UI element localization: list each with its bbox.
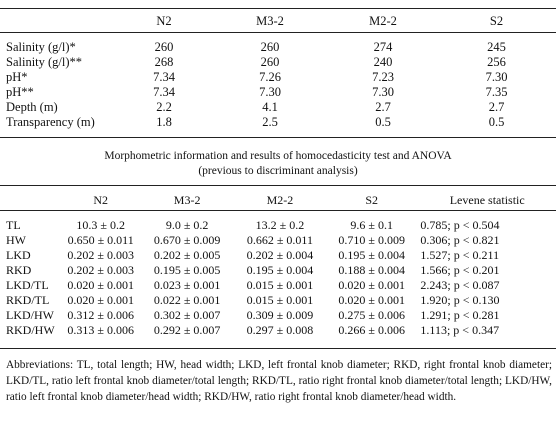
table-cell: 0.202 ± 0.005 xyxy=(153,248,221,262)
row-label: pH* xyxy=(6,70,28,84)
row-label: LKD/TL xyxy=(6,278,49,292)
table-row xyxy=(6,263,554,278)
table-cell: 7.30 xyxy=(372,85,394,99)
site-parameters-table xyxy=(6,10,551,130)
table-row xyxy=(6,233,554,248)
table-cell: 260 xyxy=(154,40,174,54)
table-cell: 0.292 ± 0.007 xyxy=(153,323,221,337)
table-cell: 0.020 ± 0.001 xyxy=(338,278,406,292)
table2-header-cell: Levene statistic xyxy=(449,192,525,207)
table1-top-rule xyxy=(0,8,556,9)
table-cell: 0.670 ± 0.009 xyxy=(153,233,221,247)
table-cell: 0.5 xyxy=(488,115,505,129)
table-cell: 0.023 ± 0.001 xyxy=(153,278,221,292)
levene-cell: 1.113; p < 0.347 xyxy=(420,323,500,337)
table-cell: 13.2 ± 0.2 xyxy=(255,218,305,232)
table-row xyxy=(6,278,554,293)
row-label: HW xyxy=(6,233,26,247)
table-cell: 7.34 xyxy=(153,70,175,84)
levene-cell: 1.291; p < 0.281 xyxy=(420,308,500,322)
table-row xyxy=(6,85,551,100)
row-label: RKD/TL xyxy=(6,293,50,307)
table-cell: 256 xyxy=(487,55,506,69)
table-cell: 245 xyxy=(487,40,506,54)
table2-caption-line1: Morphometric information and results of homocedasticity test and ANOVA xyxy=(104,150,452,162)
table-cell: 0.202 ± 0.004 xyxy=(246,248,314,262)
levene-cell: 0.785; p < 0.504 xyxy=(420,218,500,232)
table1-header-cell: M2-2 xyxy=(369,13,397,28)
table2-caption-line2: (previous to discriminant analysis) xyxy=(198,165,358,177)
table2-header-rule xyxy=(0,210,556,211)
table-cell: 0.022 ± 0.001 xyxy=(153,293,221,307)
table-cell: 0.710 ± 0.009 xyxy=(338,233,406,247)
table-cell: 9.0 ± 0.2 xyxy=(165,218,209,232)
table2-top-rule xyxy=(0,185,556,186)
table-cell: 0.020 ± 0.001 xyxy=(67,278,134,292)
table-cell: 0.662 ± 0.011 xyxy=(246,233,313,247)
table-row xyxy=(6,323,554,338)
table-cell: 1.8 xyxy=(156,115,172,129)
row-label: Depth (m) xyxy=(6,100,58,114)
table-cell: 0.020 ± 0.001 xyxy=(338,293,406,307)
table-cell: 7.23 xyxy=(372,70,394,84)
table2-header-cell xyxy=(6,190,60,210)
table-row xyxy=(6,70,551,85)
row-label: Salinity (g/l)** xyxy=(6,55,83,69)
table-cell: 0.650 ± 0.011 xyxy=(67,233,134,247)
table-cell: 0.188 ± 0.004 xyxy=(338,263,406,277)
table2-header-cell: M3-2 xyxy=(173,192,201,207)
table-cell: 274 xyxy=(373,40,393,54)
table-row xyxy=(6,100,551,115)
table-cell: 7.26 xyxy=(259,70,281,84)
table1-header-rule xyxy=(0,32,556,33)
table-row xyxy=(6,32,551,55)
row-label: Transparency (m) xyxy=(6,115,95,129)
abbreviations-note: Abbreviations: TL, total length; HW, head width; LKD, left frontal knob diameter; RKD, right frontal knob diameter; LKD/TL, ratio left frontal knob diameter/total length; RKD/TL, ratio right frontal knob diameter/total length; LKD/HW, ratio left frontal knob diameter/head width; RKD/HW, ratio right frontal knob diameter/head width. xyxy=(6,359,552,403)
table-cell: 2.2 xyxy=(156,100,172,114)
row-label: RKD/HW xyxy=(6,323,55,337)
table2-header-row xyxy=(6,190,554,210)
table-cell: 0.202 ± 0.003 xyxy=(67,248,134,262)
table-cell: 2.5 xyxy=(262,115,278,129)
row-label: LKD xyxy=(6,248,31,262)
table-row xyxy=(6,115,551,130)
table-cell: 0.312 ± 0.006 xyxy=(67,308,134,322)
table-cell: 0.309 ± 0.009 xyxy=(246,308,314,322)
levene-cell: 2.243; p < 0.087 xyxy=(420,278,500,292)
levene-cell: 1.920; p < 0.130 xyxy=(420,293,500,307)
table-cell: 0.297 ± 0.008 xyxy=(246,323,314,337)
table-cell: 240 xyxy=(373,55,393,69)
table-cell: 7.30 xyxy=(485,70,508,84)
levene-cell: 1.527; p < 0.211 xyxy=(420,248,500,262)
table-cell: 0.195 ± 0.004 xyxy=(338,248,406,262)
table-cell: 0.275 ± 0.006 xyxy=(338,308,406,322)
table-cell: 2.7 xyxy=(375,100,391,114)
table-cell: 0.302 ± 0.007 xyxy=(153,308,221,322)
table2-header-cell: S2 xyxy=(365,192,379,207)
table-cell: 260 xyxy=(260,40,280,54)
table-row xyxy=(6,308,554,323)
table-cell: 0.313 ± 0.006 xyxy=(67,323,134,337)
row-label: Salinity (g/l)* xyxy=(6,40,76,54)
table-cell: 0.202 ± 0.003 xyxy=(67,263,134,277)
table-cell: 0.015 ± 0.001 xyxy=(246,293,314,307)
table-cell: 0.5 xyxy=(375,115,391,129)
row-label: RKD xyxy=(6,263,32,277)
table-row xyxy=(6,55,551,70)
row-label: TL xyxy=(6,218,21,232)
table-cell: 2.7 xyxy=(488,100,505,114)
table1-header-cell: N2 xyxy=(156,13,172,28)
table-row xyxy=(6,248,554,263)
table-cell: 0.266 ± 0.006 xyxy=(338,323,406,337)
table-cell: 268 xyxy=(154,55,174,69)
table-cell: 10.3 ± 0.2 xyxy=(76,218,125,232)
table-cell: 7.35 xyxy=(485,85,508,99)
table-cell: 0.020 ± 0.001 xyxy=(67,293,134,307)
table1-header-cell: M3-2 xyxy=(256,13,284,28)
table-row xyxy=(6,210,554,233)
table1-header-row xyxy=(6,10,551,32)
table2-header-cell: M2-2 xyxy=(266,192,294,207)
morphometric-table xyxy=(6,190,554,338)
table-cell: 7.30 xyxy=(259,85,281,99)
table-cell: 260 xyxy=(260,55,280,69)
row-label: pH** xyxy=(6,85,34,99)
table-cell: 0.195 ± 0.004 xyxy=(246,263,314,277)
row-label: LKD/HW xyxy=(6,308,54,322)
levene-cell: 1.566; p < 0.201 xyxy=(420,263,500,277)
table-row xyxy=(6,293,554,308)
table1-header-cell xyxy=(6,10,112,32)
table-cell: 9.6 ± 0.1 xyxy=(350,218,394,232)
table1-bottom-rule xyxy=(0,137,556,138)
table1-header-cell: S2 xyxy=(489,13,504,28)
table2-bottom-rule xyxy=(0,348,556,349)
table-cell: 4.1 xyxy=(262,100,278,114)
table-cell: 7.34 xyxy=(153,85,175,99)
table-cell: 0.195 ± 0.005 xyxy=(153,263,221,277)
table-cell: 0.015 ± 0.001 xyxy=(246,278,314,292)
levene-cell: 0.306; p < 0.821 xyxy=(420,233,500,247)
table2-header-cell: N2 xyxy=(93,192,108,207)
